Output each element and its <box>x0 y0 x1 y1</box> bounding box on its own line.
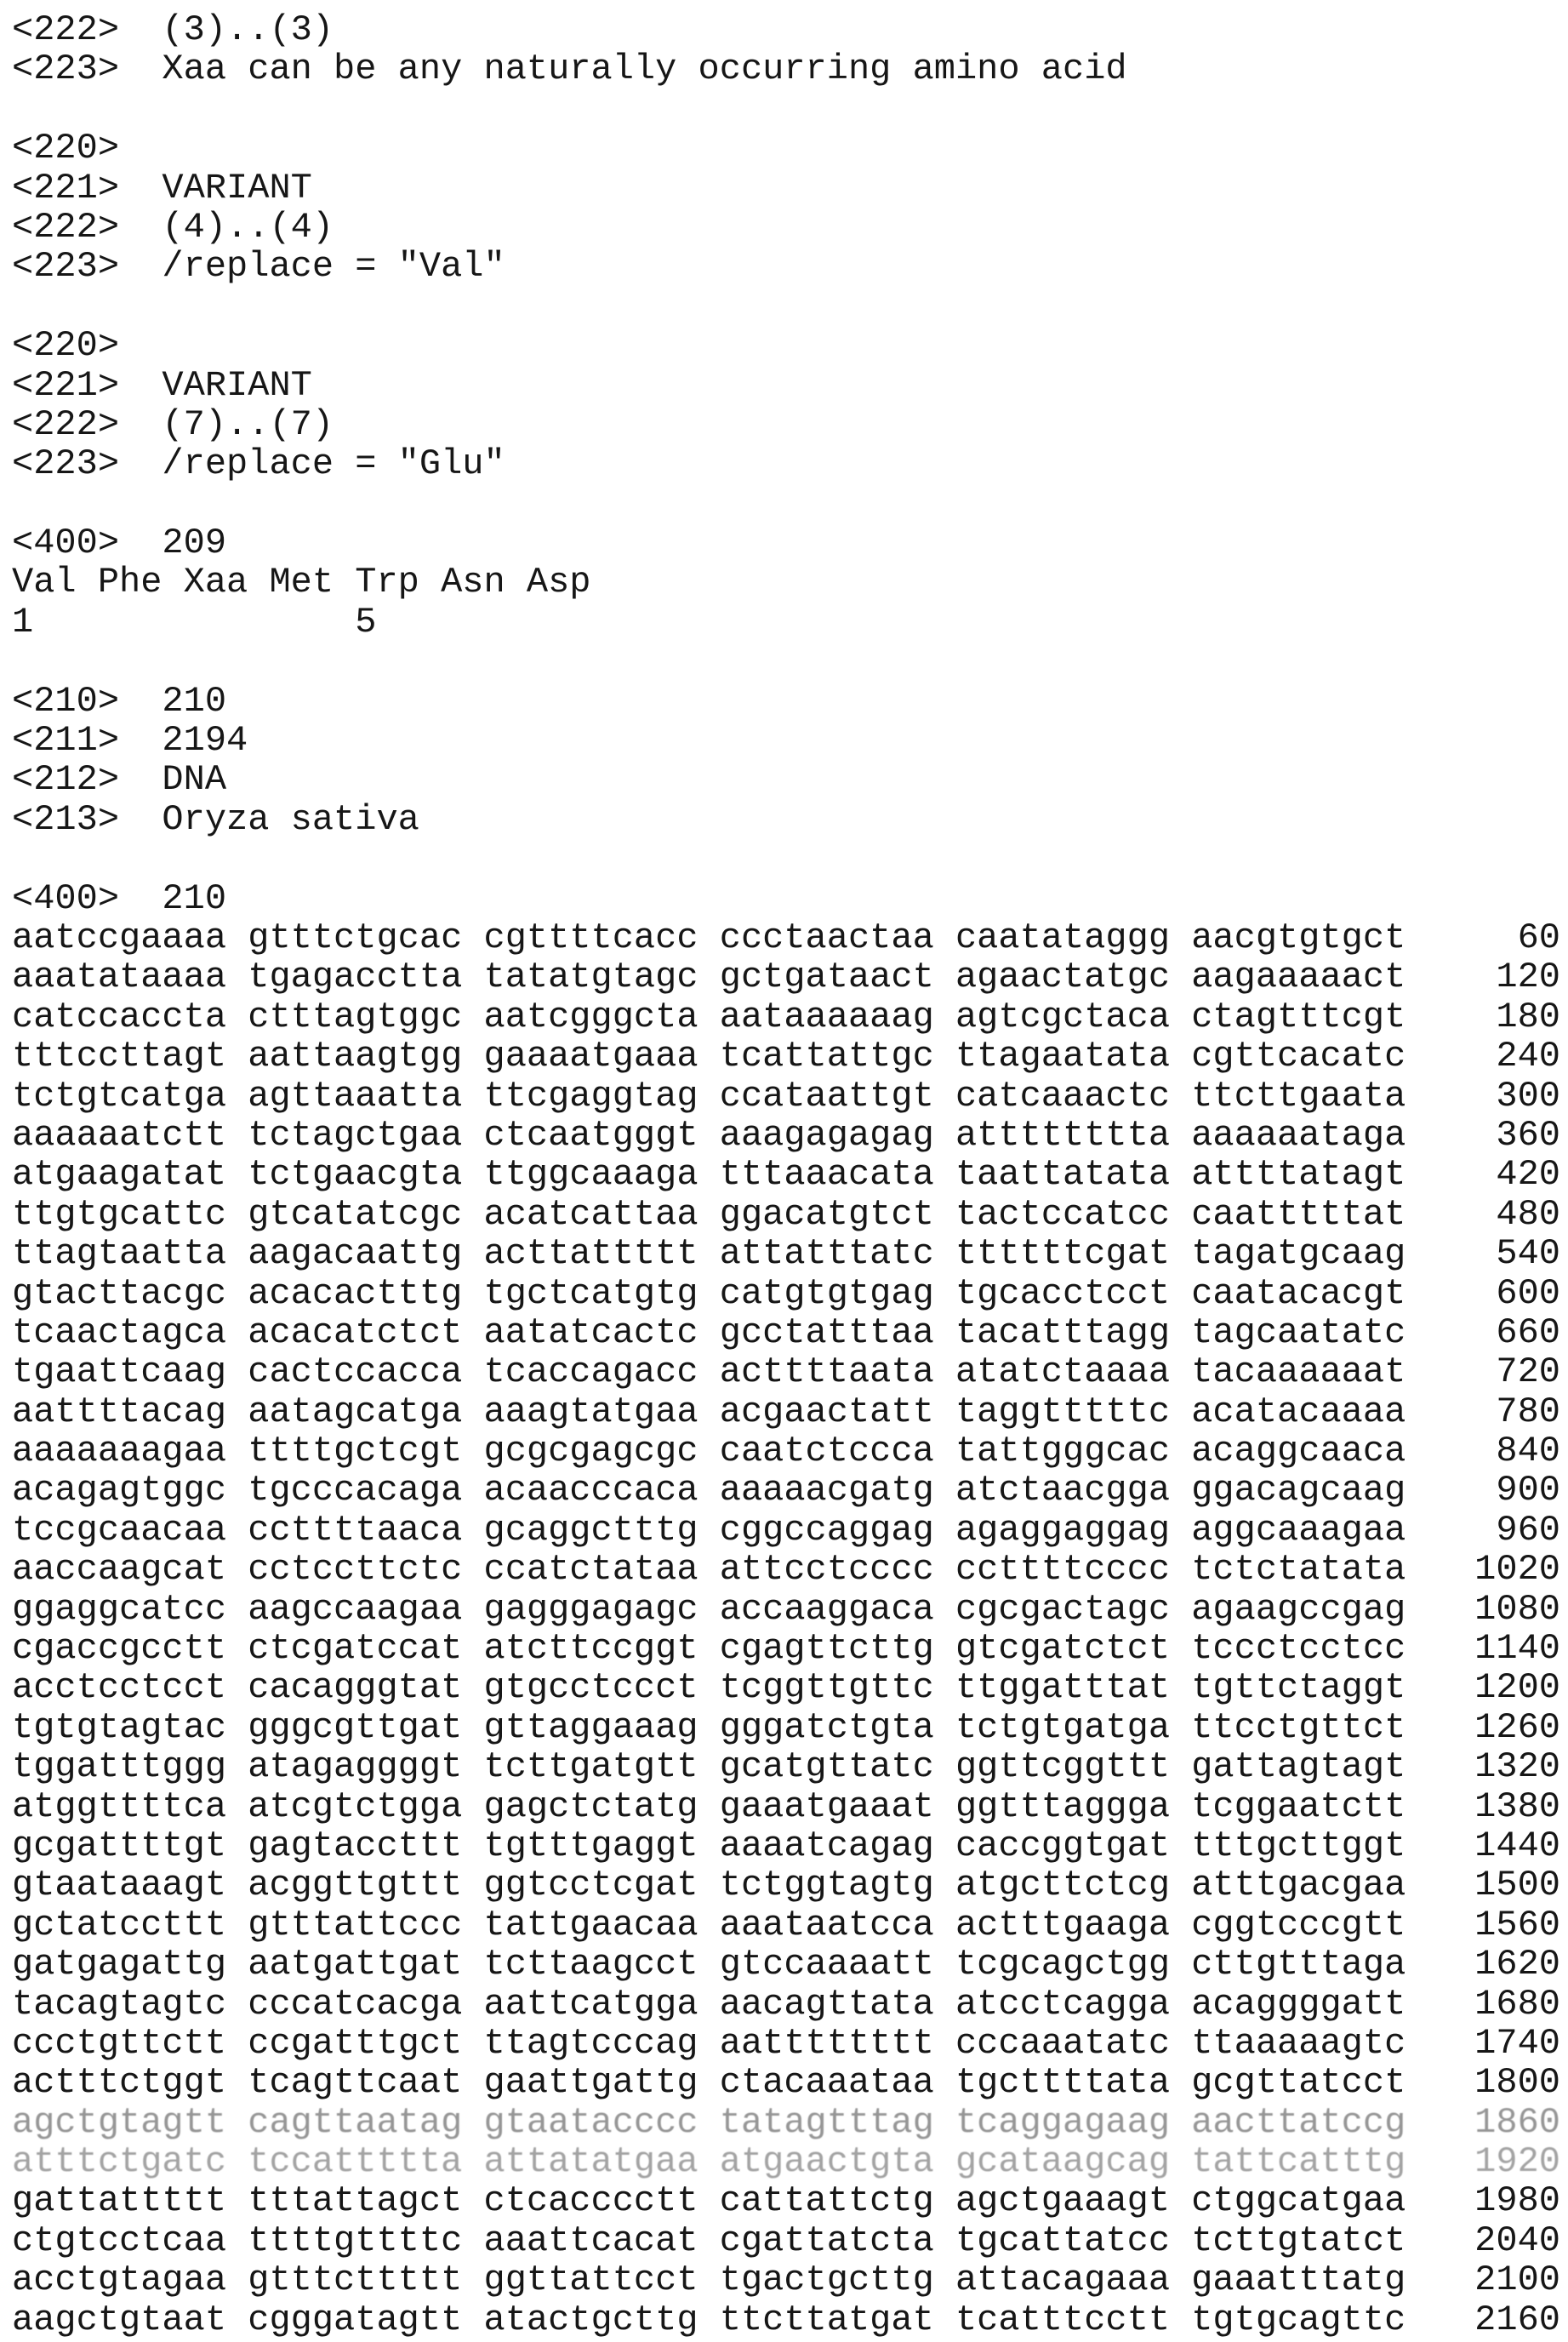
sequence-position-number: 2160 <box>1474 2299 1560 2340</box>
listing-header-line <box>12 89 1568 129</box>
listing-header-line: <223> Xaa can be any naturally occurring amino acid <box>12 49 1127 90</box>
sequence-bases: agctgtagtt cagttaatag gtaatacccc tatagtttag tcaggagaag aacttatccg <box>12 2101 1406 2143</box>
sequence-bases: gtacttacgc acacactttg tgctcatgtg catgtgtgag tgcacctcct caatacacgt <box>12 1272 1406 1314</box>
sequence-bases: gctatccttt gtttattccc tattgaacaa aaataatcca actttgaaga cggtcccgtt <box>12 1904 1406 1945</box>
sequence-line <box>12 1787 1560 1826</box>
dna-sequence-block-210 <box>12 918 1568 2339</box>
sequence-position-number: 1080 <box>1474 1588 1560 1630</box>
sequence-line <box>12 1590 1560 1629</box>
sequence-line <box>12 2260 1560 2299</box>
sequence-position-number: 1320 <box>1474 1746 1560 1788</box>
sequence-position-number: 1140 <box>1474 1628 1560 1670</box>
listing-header-line: <222> (3)..(3) <box>12 9 334 50</box>
sequence-bases: ttagtaatta aagacaattg acttattttt attatttatc ttttttcgat tagatgcaag <box>12 1233 1406 1275</box>
sequence-position-number: 240 <box>1496 1036 1560 1077</box>
sequence-position-number: 1920 <box>1474 2141 1560 2183</box>
sequence-position-number: 720 <box>1496 1351 1560 1393</box>
sequence-line <box>12 1155 1560 1194</box>
sequence-position-number: 1260 <box>1474 1706 1560 1748</box>
sequence-position-number: 1440 <box>1474 1825 1560 1866</box>
sequence-position-number: 480 <box>1496 1193 1560 1235</box>
sequence-position-number: 1740 <box>1474 2022 1560 2064</box>
sequence-position-number: 780 <box>1496 1391 1560 1432</box>
sequence-line <box>12 918 1560 957</box>
listing-header-line: <223> /replace = "Glu" <box>12 443 505 485</box>
sequence-bases: tgaattcaag cactccacca tcaccagacc acttttaata atatctaaaa tacaaaaaat <box>12 1351 1406 1393</box>
sequence-line <box>12 1511 1560 1550</box>
feature-annotation-block <box>12 10 1568 918</box>
sequence-bases: ttgtgcattc gtcatatcgc acatcattaa ggacatgtct tactccatcc caatttttat <box>12 1193 1406 1235</box>
listing-header-line: <212> DNA <box>12 759 227 801</box>
sequence-line <box>12 1037 1560 1076</box>
sequence-bases: tcaactagca acacatctct aatatcactc gcctatttaa tacatttagg tagcaatatc <box>12 1311 1406 1353</box>
sequence-line <box>12 2063 1560 2102</box>
sequence-position-number: 900 <box>1496 1470 1560 1511</box>
sequence-position-number: 60 <box>1517 917 1560 958</box>
sequence-bases: tttccttagt aattaagtgg gaaaatgaaa tcattattgc ttagaatata cgttcacatc <box>12 1036 1406 1077</box>
sequence-bases: atttctgatc tccattttta attatatgaa atgaactgta gcataagcag tattcatttg <box>12 2141 1406 2183</box>
sequence-bases: aaatataaaa tgagacctta tatatgtagc gctgataact agaactatgc aagaaaaact <box>12 957 1406 998</box>
sequence-line <box>12 2221 1560 2260</box>
listing-header-line <box>12 839 1568 878</box>
sequence-line <box>12 1905 1560 1945</box>
sequence-line <box>12 1708 1560 1747</box>
sequence-line <box>12 1352 1560 1391</box>
sequence-line <box>12 1826 1560 1865</box>
listing-header-line: <222> (4)..(4) <box>12 206 334 248</box>
listing-header-line: <400> 210 <box>12 877 227 919</box>
sequence-line <box>12 1747 1560 1786</box>
sequence-position-number: 1620 <box>1474 1944 1560 1985</box>
sequence-position-number: 1680 <box>1474 1983 1560 2025</box>
sequence-position-number: 1380 <box>1474 1785 1560 1827</box>
sequence-bases: tgtgtagtac gggcgttgat gttaggaaag gggatctgta tctgtgatga ttcctgttct <box>12 1706 1406 1748</box>
sequence-line <box>12 1629 1560 1668</box>
sequence-bases: gcgattttgt gagtaccttt tgtttgaggt aaaatcagag caccggtgat tttgcttggt <box>12 1825 1406 1866</box>
sequence-bases: aagctgtaat cgggatagtt atactgcttg ttcttatgat tcatttcctt tgtgcagttc <box>12 2299 1406 2340</box>
sequence-position-number: 660 <box>1496 1311 1560 1353</box>
listing-header-line <box>12 484 1568 523</box>
sequence-position-number: 1560 <box>1474 1904 1560 1945</box>
sequence-bases: gattattttt tttattagct ctcacccctt cattattctg agctgaaagt ctggcatgaa <box>12 2180 1406 2222</box>
sequence-line <box>12 1392 1560 1431</box>
sequence-bases: tacagtagtc cccatcacga aattcatgga aacagttata atcctcagga acaggggatt <box>12 1983 1406 2025</box>
sequence-line <box>12 1274 1560 1313</box>
sequence-position-number: 360 <box>1496 1114 1560 1156</box>
sequence-position-number: 540 <box>1496 1233 1560 1275</box>
sequence-bases: aatccgaaaa gtttctgcac cgttttcacc ccctaactaa caatataggg aacgtgtgct <box>12 917 1406 958</box>
sequence-line <box>12 1313 1560 1352</box>
sequence-bases: aattttacag aatagcatga aaagtatgaa acgaactatt taggtttttc acatacaaaa <box>12 1391 1406 1432</box>
listing-header-line: Val Phe Xaa Met Trp Asn Asp <box>12 562 591 603</box>
sequence-line <box>12 1077 1560 1116</box>
sequence-position-number: 1800 <box>1474 2062 1560 2104</box>
sequence-position-number: 120 <box>1496 957 1560 998</box>
sequence-position-number: 2040 <box>1474 2219 1560 2261</box>
sequence-bases: aaaaaatctt tctagctgaa ctcaatgggt aaagagagag atttttttta aaaaaataga <box>12 1114 1406 1156</box>
sequence-position-number: 600 <box>1496 1272 1560 1314</box>
sequence-bases: acagagtggc tgcccacaga acaacccaca aaaaacgatg atctaacgga ggacagcaag <box>12 1470 1406 1511</box>
sequence-bases: atggttttca atcgtctgga gagctctatg gaaatgaaat ggtttaggga tcggaatctt <box>12 1785 1406 1827</box>
sequence-bases: cgaccgcctt ctcgatccat atcttccggt cgagttcttg gtcgatctct tccctcctcc <box>12 1628 1406 1670</box>
listing-header-line: <213> Oryza sativa <box>12 798 419 840</box>
sequence-position-number: 180 <box>1496 996 1560 1037</box>
listing-header-line: <221> VARIANT <box>12 364 312 406</box>
sequence-position-number: 1980 <box>1474 2180 1560 2222</box>
listing-header-line: <220> <box>12 325 120 367</box>
listing-header-line: <211> 2194 <box>12 720 248 762</box>
listing-header-line: <220> <box>12 128 120 169</box>
sequence-bases: catccaccta ctttagtggc aatcgggcta aataaaaaag agtcgctaca ctagtttcgt <box>12 996 1406 1037</box>
sequence-line <box>12 2024 1560 2063</box>
sequence-line <box>12 1550 1560 1589</box>
sequence-position-number: 960 <box>1496 1509 1560 1551</box>
listing-header-line: <221> VARIANT <box>12 167 312 208</box>
sequence-line <box>12 1431 1560 1471</box>
sequence-line <box>12 1865 1560 1905</box>
sequence-bases: tggatttggg atagaggggt tcttgatgtt gcatgttatc ggttcggttt gattagtagt <box>12 1746 1406 1788</box>
sequence-bases: gatgagattg aatgattgat tcttaagcct gtccaaaatt tcgcagctgg cttgtttaga <box>12 1944 1406 1985</box>
sequence-line <box>12 2181 1560 2220</box>
listing-header-line <box>12 642 1568 681</box>
sequence-line <box>12 2300 1560 2339</box>
sequence-position-number: 300 <box>1496 1075 1560 1117</box>
sequence-line <box>12 1471 1560 1510</box>
sequence-line <box>12 997 1560 1037</box>
sequence-bases: aaaaaaagaa ttttgctcgt gcgcgagcgc caatctccca tattgggcac acaggcaaca <box>12 1431 1406 1472</box>
sequence-position-number: 1200 <box>1474 1667 1560 1709</box>
sequence-line <box>12 2103 1560 2142</box>
sequence-bases: ggaggcatcc aagccaagaa gagggagagc accaaggaca cgcgactagc agaagccgag <box>12 1588 1406 1630</box>
sequence-line <box>12 1985 1560 2024</box>
sequence-bases: gtaataaagt acggttgttt ggtcctcgat tctggtagtg atgcttctcg atttgacgaa <box>12 1865 1406 1906</box>
sequence-bases: acctgtagaa gtttcttttt ggttattcct tgactgcttg attacagaaa gaaatttatg <box>12 2259 1406 2301</box>
sequence-position-number: 1860 <box>1474 2101 1560 2143</box>
sequence-bases: tccgcaacaa ccttttaaca gcaggctttg cggccaggag agaggaggag aggcaaagaa <box>12 1509 1406 1551</box>
sequence-line <box>12 957 1560 997</box>
sequence-bases: ctgtcctcaa ttttgttttc aaattcacat cgattatcta tgcattatcc tcttgtatct <box>12 2219 1406 2261</box>
sequence-line <box>12 1234 1560 1273</box>
listing-header-line: <222> (7)..(7) <box>12 403 334 445</box>
sequence-position-number: 420 <box>1496 1154 1560 1196</box>
listing-header-line: <223> /replace = "Val" <box>12 246 505 288</box>
sequence-position-number: 1020 <box>1474 1549 1560 1591</box>
sequence-bases: acctcctcct cacagggtat gtgcctccct tcggttgttc ttggatttat tgttctaggt <box>12 1667 1406 1709</box>
sequence-line <box>12 1116 1560 1155</box>
sequence-bases: actttctggt tcagttcaat gaattgattg ctacaaataa tgcttttata gcgttatcct <box>12 2062 1406 2104</box>
sequence-position-number: 840 <box>1496 1431 1560 1472</box>
listing-header-line: <210> 210 <box>12 680 227 722</box>
sequence-bases: aaccaagcat cctccttctc ccatctataa attcctcccc ccttttcccc tctctatata <box>12 1549 1406 1591</box>
listing-header-line: 1 5 <box>12 601 377 643</box>
listing-header-line: <400> 209 <box>12 523 227 564</box>
sequence-bases: ccctgttctt ccgatttgct ttagtcccag aatttttttt cccaaatatc ttaaaaagtc <box>12 2022 1406 2064</box>
sequence-bases: atgaagatat tctgaacgta ttggcaaaga tttaaacata taattatata attttatagt <box>12 1154 1406 1196</box>
sequence-line <box>12 1195 1560 1234</box>
sequence-line <box>12 2142 1560 2181</box>
sequence-position-number: 1500 <box>1474 1865 1560 1906</box>
sequence-bases: tctgtcatga agttaaatta ttcgaggtag ccataattgt catcaaactc ttcttgaata <box>12 1075 1406 1117</box>
sequence-line <box>12 1668 1560 1707</box>
sequence-position-number: 2100 <box>1474 2259 1560 2301</box>
sequence-line <box>12 1945 1560 1984</box>
listing-header-line <box>12 287 1568 326</box>
